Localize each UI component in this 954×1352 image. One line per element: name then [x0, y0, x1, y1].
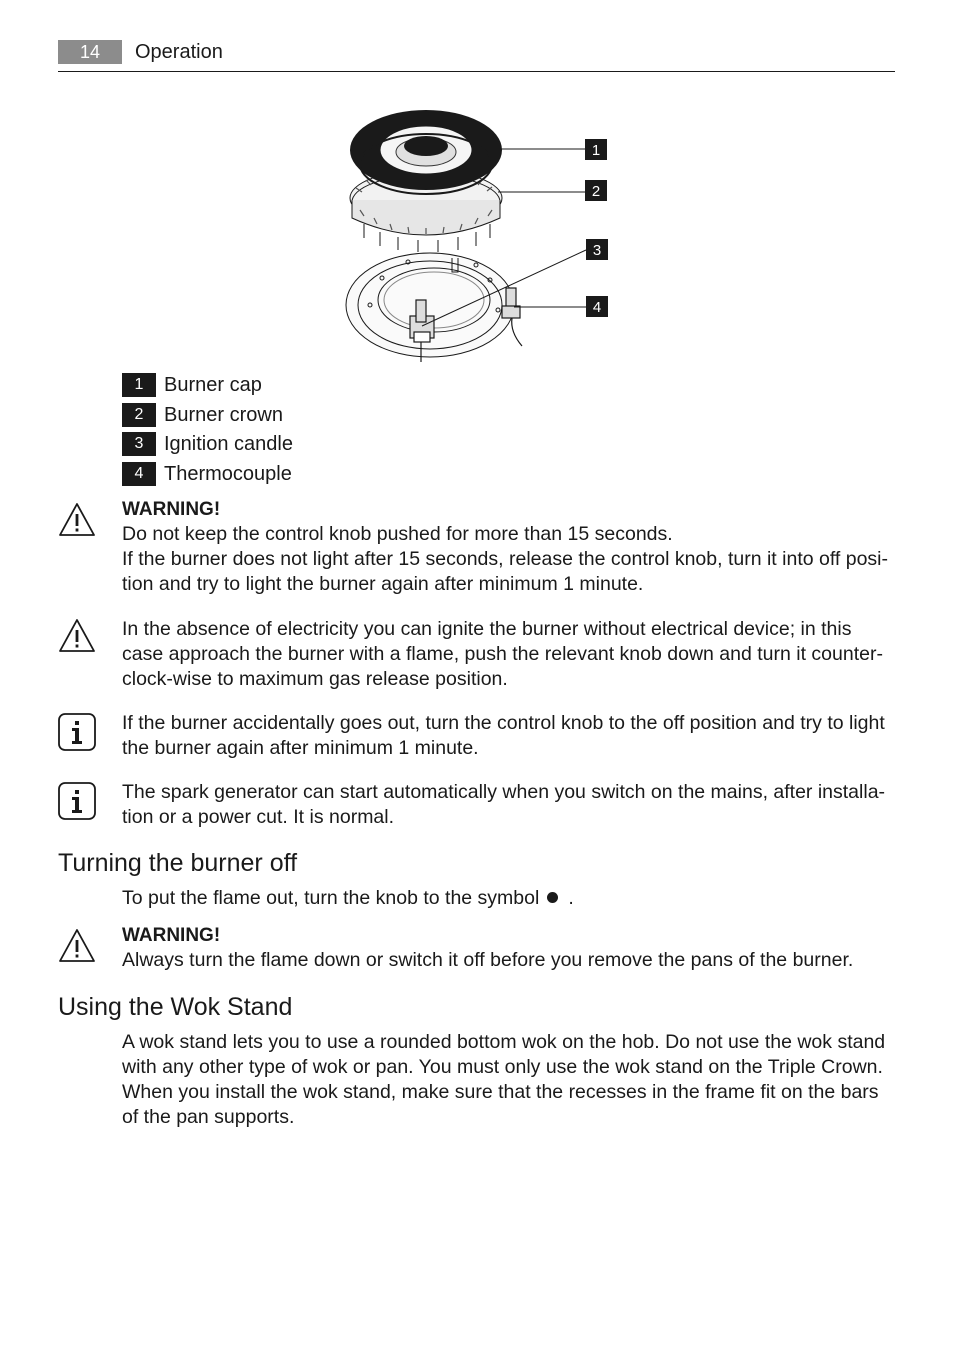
warning-note — [58, 923, 895, 973]
burner-cap-drawing — [350, 110, 502, 194]
legend-item — [122, 370, 293, 400]
callout-2: 2 — [591, 183, 601, 200]
page-number: 14 — [58, 40, 122, 64]
warning-text: Always turn the flame down or switch it off before you remove the pans of the burner. — [122, 949, 854, 971]
turning-off-instruction — [122, 886, 895, 911]
instruction-text: To put the flame out, turn the knob to the symbol — [122, 887, 540, 909]
figure-legend — [122, 370, 293, 489]
info-note — [58, 711, 895, 761]
info-note — [58, 780, 895, 830]
section-title: Operation — [135, 41, 223, 63]
warning-triangle-icon — [58, 501, 96, 539]
legend-number: 2 — [122, 403, 156, 427]
section-heading: Turning the burner off — [58, 849, 298, 877]
burner-exploded-diagram — [330, 100, 630, 365]
caution-note — [58, 617, 895, 692]
page-header — [58, 40, 895, 72]
info-icon — [58, 782, 96, 820]
warning-text: Do not keep the control knob pushed for more than 15 seconds. — [122, 523, 673, 545]
off-symbol-icon — [547, 892, 558, 903]
callout-4: 4 — [592, 299, 602, 316]
legend-number: 1 — [122, 373, 156, 397]
warning-title: WARNING! — [122, 925, 221, 946]
legend-label: Thermocouple — [164, 462, 292, 485]
warning-triangle-icon — [58, 927, 96, 965]
warning-note — [58, 497, 895, 597]
warning-text: If the burner does not light after 15 seconds, release the control knob, turn it into off posi-tion and try to light the burner again after minimum 1 minute. — [122, 548, 889, 595]
legend-item — [122, 400, 293, 430]
info-icon — [58, 713, 96, 751]
section-heading: Using the Wok Stand — [58, 993, 293, 1021]
legend-label: Burner cap — [164, 373, 262, 396]
warning-triangle-icon — [58, 617, 96, 655]
legend-number: 3 — [122, 432, 156, 456]
legend-number: 4 — [122, 462, 156, 486]
caution-text: In the absence of electricity you can ignite the burner without electrical device; in this case approach the burner with a flame, push the relevant knob down and turn it counter-clock-wise to maximum gas release position. — [122, 618, 883, 690]
legend-label: Ignition candle — [164, 433, 293, 456]
callout-1: 1 — [591, 142, 601, 159]
legend-label: Burner crown — [164, 403, 283, 426]
instruction-end: . — [568, 887, 574, 909]
info-text: If the burner accidentally goes out, turn the control knob to the off position and try to light the burner again after minimum 1 minute. — [122, 712, 885, 759]
wok-stand-text: A wok stand lets you to use a rounded bottom wok on the hob. Do not use the wok stand with any other type of wok or pan. You must only use the wok stand on the Triple Crown. When you install the wok stand, make sure that the recesses in the frame fit on the bars of the pan supports. — [122, 1031, 886, 1128]
legend-item — [122, 429, 293, 459]
callout-3: 3 — [592, 242, 602, 259]
warning-title: WARNING! — [122, 499, 221, 520]
info-text: The spark generator can start automatically when you switch on the mains, after installa-tion or a power cut. It is normal. — [122, 781, 886, 828]
legend-item — [122, 459, 293, 489]
